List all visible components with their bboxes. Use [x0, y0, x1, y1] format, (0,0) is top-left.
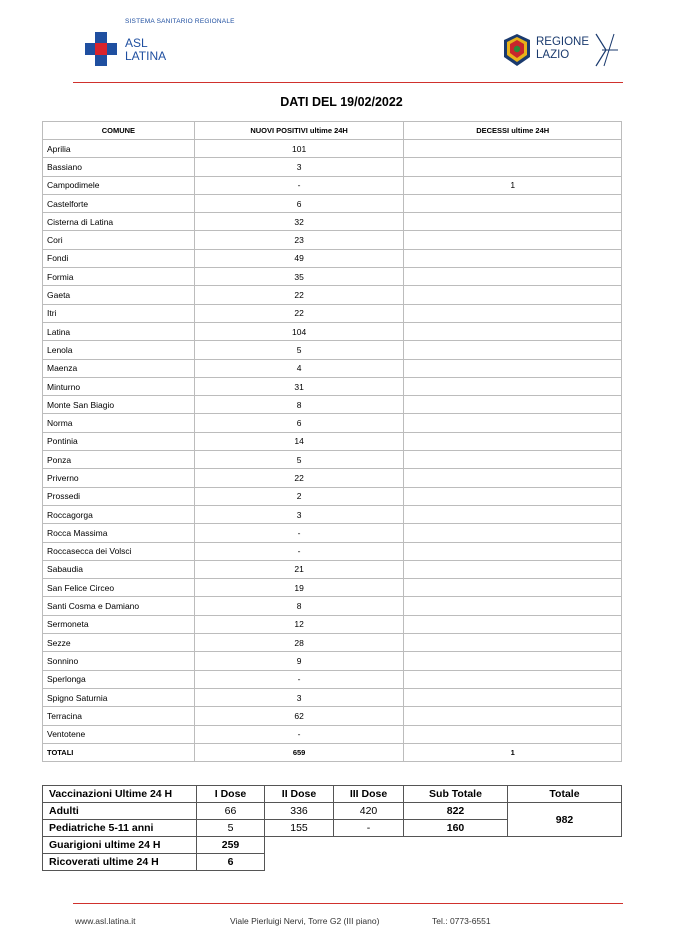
positive-cell: -	[194, 176, 404, 194]
positive-cell: -	[194, 725, 404, 743]
daily-cases-table	[42, 121, 622, 762]
column-header: II Dose	[265, 786, 334, 803]
table-header-row	[43, 122, 622, 140]
column-header: COMUNE	[43, 122, 195, 140]
totals-deaths: 1	[404, 743, 622, 761]
comune-cell: Maenza	[43, 359, 195, 377]
column-header: III Dose	[334, 786, 404, 803]
table-row	[43, 213, 622, 231]
deaths-cell	[404, 158, 622, 176]
comune-cell: Aprilia	[43, 140, 195, 158]
comune-cell: Norma	[43, 414, 195, 432]
table-row	[43, 286, 622, 304]
table-row	[43, 542, 622, 560]
deaths-cell	[404, 542, 622, 560]
positive-cell: 31	[194, 377, 404, 395]
table-row	[43, 158, 622, 176]
deaths-cell	[404, 286, 622, 304]
table-row	[43, 268, 622, 286]
vaccination-header-row	[43, 786, 622, 803]
positive-cell: 2	[194, 487, 404, 505]
column-header: Sub Totale	[404, 786, 508, 803]
table-row	[43, 707, 622, 725]
deaths-cell	[404, 213, 622, 231]
positive-cell: 5	[194, 451, 404, 469]
deaths-cell	[404, 560, 622, 578]
header-divider	[73, 82, 623, 83]
positive-cell: 22	[194, 286, 404, 304]
comune-cell: Pontinia	[43, 432, 195, 450]
vaccination-header-label: Vaccinazioni Ultime 24 H	[43, 786, 197, 803]
positive-cell: 22	[194, 304, 404, 322]
positive-cell: 12	[194, 615, 404, 633]
deaths-cell	[404, 194, 622, 212]
positive-cell: 32	[194, 213, 404, 231]
comune-cell: Formia	[43, 268, 195, 286]
comune-cell: Sabaudia	[43, 560, 195, 578]
table-row	[43, 560, 622, 578]
table-row	[43, 231, 622, 249]
footer-phone: Tel.: 0773-6551	[432, 916, 491, 926]
lazio-slash-icon	[594, 31, 618, 69]
positive-cell: 19	[194, 579, 404, 597]
dose-value: 5	[197, 820, 265, 837]
footer-divider	[73, 903, 623, 904]
positive-cell: -	[194, 670, 404, 688]
table-row	[43, 249, 622, 267]
comune-cell: Fondi	[43, 249, 195, 267]
table-row	[43, 432, 622, 450]
table-row	[43, 451, 622, 469]
comune-cell: Roccagorga	[43, 505, 195, 523]
lazio-emblem-icon	[502, 33, 532, 67]
comune-cell: Cisterna di Latina	[43, 213, 195, 231]
deaths-cell	[404, 579, 622, 597]
positive-cell: 6	[194, 194, 404, 212]
dose-value: 66	[197, 803, 265, 820]
asl-name: ASL LATINA	[125, 36, 167, 63]
table-row	[43, 341, 622, 359]
comune-cell: San Felice Circeo	[43, 579, 195, 597]
comune-cell: Minturno	[43, 377, 195, 395]
deaths-cell	[404, 524, 622, 542]
guarigioni-row	[43, 837, 622, 854]
footer-address: Viale Pierluigi Nervi, Torre G2 (III piano)	[230, 916, 380, 926]
positive-cell: 14	[194, 432, 404, 450]
hospitalized-value: 6	[197, 854, 265, 871]
deaths-cell	[404, 231, 622, 249]
positive-cell: 101	[194, 140, 404, 158]
positive-cell: 3	[194, 158, 404, 176]
table-row	[43, 505, 622, 523]
positive-cell: -	[194, 524, 404, 542]
deaths-cell	[404, 597, 622, 615]
positive-cell: 62	[194, 707, 404, 725]
deaths-cell	[404, 469, 622, 487]
comune-cell: Lenola	[43, 341, 195, 359]
total-value: 982	[508, 803, 622, 837]
vaccination-table	[42, 785, 622, 871]
comune-cell: Latina	[43, 322, 195, 340]
totals-label: TOTALI	[43, 743, 195, 761]
page-title: DATI DEL 19/02/2022	[280, 95, 403, 109]
table-row	[43, 469, 622, 487]
deaths-cell	[404, 652, 622, 670]
table-row	[43, 634, 622, 652]
row-label: Adulti	[43, 803, 197, 820]
table-row	[43, 176, 622, 194]
positive-cell: -	[194, 542, 404, 560]
row-label: Guarigioni ultime 24 H	[43, 837, 197, 854]
table-row	[43, 524, 622, 542]
lazio-name: REGIONE LAZIO	[536, 36, 590, 61]
deaths-cell	[404, 396, 622, 414]
dose-value: 155	[265, 820, 334, 837]
table-row	[43, 377, 622, 395]
totals-positive: 659	[194, 743, 404, 761]
table-row	[43, 688, 622, 706]
comune-cell: Ponza	[43, 451, 195, 469]
deaths-cell	[404, 432, 622, 450]
positive-cell: 22	[194, 469, 404, 487]
table-row	[43, 615, 622, 633]
table-row	[43, 597, 622, 615]
subtotal-value: 822	[404, 803, 508, 820]
comune-cell: Sermoneta	[43, 615, 195, 633]
ricoverati-row	[43, 854, 622, 871]
dose-value: 336	[265, 803, 334, 820]
positive-cell: 28	[194, 634, 404, 652]
deaths-cell	[404, 377, 622, 395]
comune-cell: Monte San Biagio	[43, 396, 195, 414]
comune-cell: Rocca Massima	[43, 524, 195, 542]
positive-cell: 35	[194, 268, 404, 286]
deaths-cell: 1	[404, 176, 622, 194]
positive-cell: 21	[194, 560, 404, 578]
deaths-cell	[404, 505, 622, 523]
positive-cell: 104	[194, 322, 404, 340]
deaths-cell	[404, 725, 622, 743]
table-row	[43, 304, 622, 322]
column-header: Totale	[508, 786, 622, 803]
dose-value: -	[334, 820, 404, 837]
deaths-cell	[404, 249, 622, 267]
comune-cell: Spigno Saturnia	[43, 688, 195, 706]
positive-cell: 23	[194, 231, 404, 249]
table-row	[43, 579, 622, 597]
comune-cell: Itri	[43, 304, 195, 322]
deaths-cell	[404, 414, 622, 432]
table-row	[43, 487, 622, 505]
comune-cell: Campodimele	[43, 176, 195, 194]
row-label: Pediatriche 5-11 anni	[43, 820, 197, 837]
deaths-cell	[404, 341, 622, 359]
deaths-cell	[404, 707, 622, 725]
deaths-cell	[404, 451, 622, 469]
comune-cell: Roccasecca dei Volsci	[43, 542, 195, 560]
deaths-cell	[404, 615, 622, 633]
column-header: I Dose	[197, 786, 265, 803]
asl-system-label: SISTEMA SANITARIO REGIONALE	[125, 18, 235, 25]
positive-cell: 6	[194, 414, 404, 432]
comune-cell: Bassiano	[43, 158, 195, 176]
comune-cell: Santi Cosma e Damiano	[43, 597, 195, 615]
table-row	[43, 194, 622, 212]
footer-website[interactable]: www.asl.latina.it	[75, 916, 136, 926]
positive-cell: 4	[194, 359, 404, 377]
totals-row	[43, 743, 622, 761]
table-row	[43, 359, 622, 377]
asl-cross-icon	[85, 32, 117, 66]
deaths-cell	[404, 487, 622, 505]
positive-cell: 3	[194, 505, 404, 523]
deaths-cell	[404, 634, 622, 652]
deaths-cell	[404, 359, 622, 377]
column-header: NUOVI POSITIVI ultime 24H	[194, 122, 404, 140]
comune-cell: Priverno	[43, 469, 195, 487]
asl-latina-logo	[85, 18, 245, 70]
deaths-cell	[404, 140, 622, 158]
dose-value: 420	[334, 803, 404, 820]
adulti-row	[43, 803, 622, 820]
table-row	[43, 322, 622, 340]
comune-cell: Prossedi	[43, 487, 195, 505]
comune-cell: Sperlonga	[43, 670, 195, 688]
table-row	[43, 396, 622, 414]
table-row	[43, 652, 622, 670]
subtotal-value: 160	[404, 820, 508, 837]
column-header: DECESSI ultime 24H	[404, 122, 622, 140]
row-label: Ricoverati ultime 24 H	[43, 854, 197, 871]
recovered-value: 259	[197, 837, 265, 854]
positive-cell: 9	[194, 652, 404, 670]
table-row	[43, 140, 622, 158]
table-row	[43, 414, 622, 432]
comune-cell: Ventotene	[43, 725, 195, 743]
positive-cell: 8	[194, 597, 404, 615]
comune-cell: Sezze	[43, 634, 195, 652]
positive-cell: 8	[194, 396, 404, 414]
deaths-cell	[404, 688, 622, 706]
comune-cell: Sonnino	[43, 652, 195, 670]
deaths-cell	[404, 670, 622, 688]
regione-lazio-logo	[502, 31, 622, 71]
deaths-cell	[404, 322, 622, 340]
comune-cell: Gaeta	[43, 286, 195, 304]
comune-cell: Castelforte	[43, 194, 195, 212]
deaths-cell	[404, 304, 622, 322]
comune-cell: Terracina	[43, 707, 195, 725]
table-row	[43, 670, 622, 688]
positive-cell: 3	[194, 688, 404, 706]
positive-cell: 5	[194, 341, 404, 359]
table-row	[43, 725, 622, 743]
deaths-cell	[404, 268, 622, 286]
comune-cell: Cori	[43, 231, 195, 249]
positive-cell: 49	[194, 249, 404, 267]
